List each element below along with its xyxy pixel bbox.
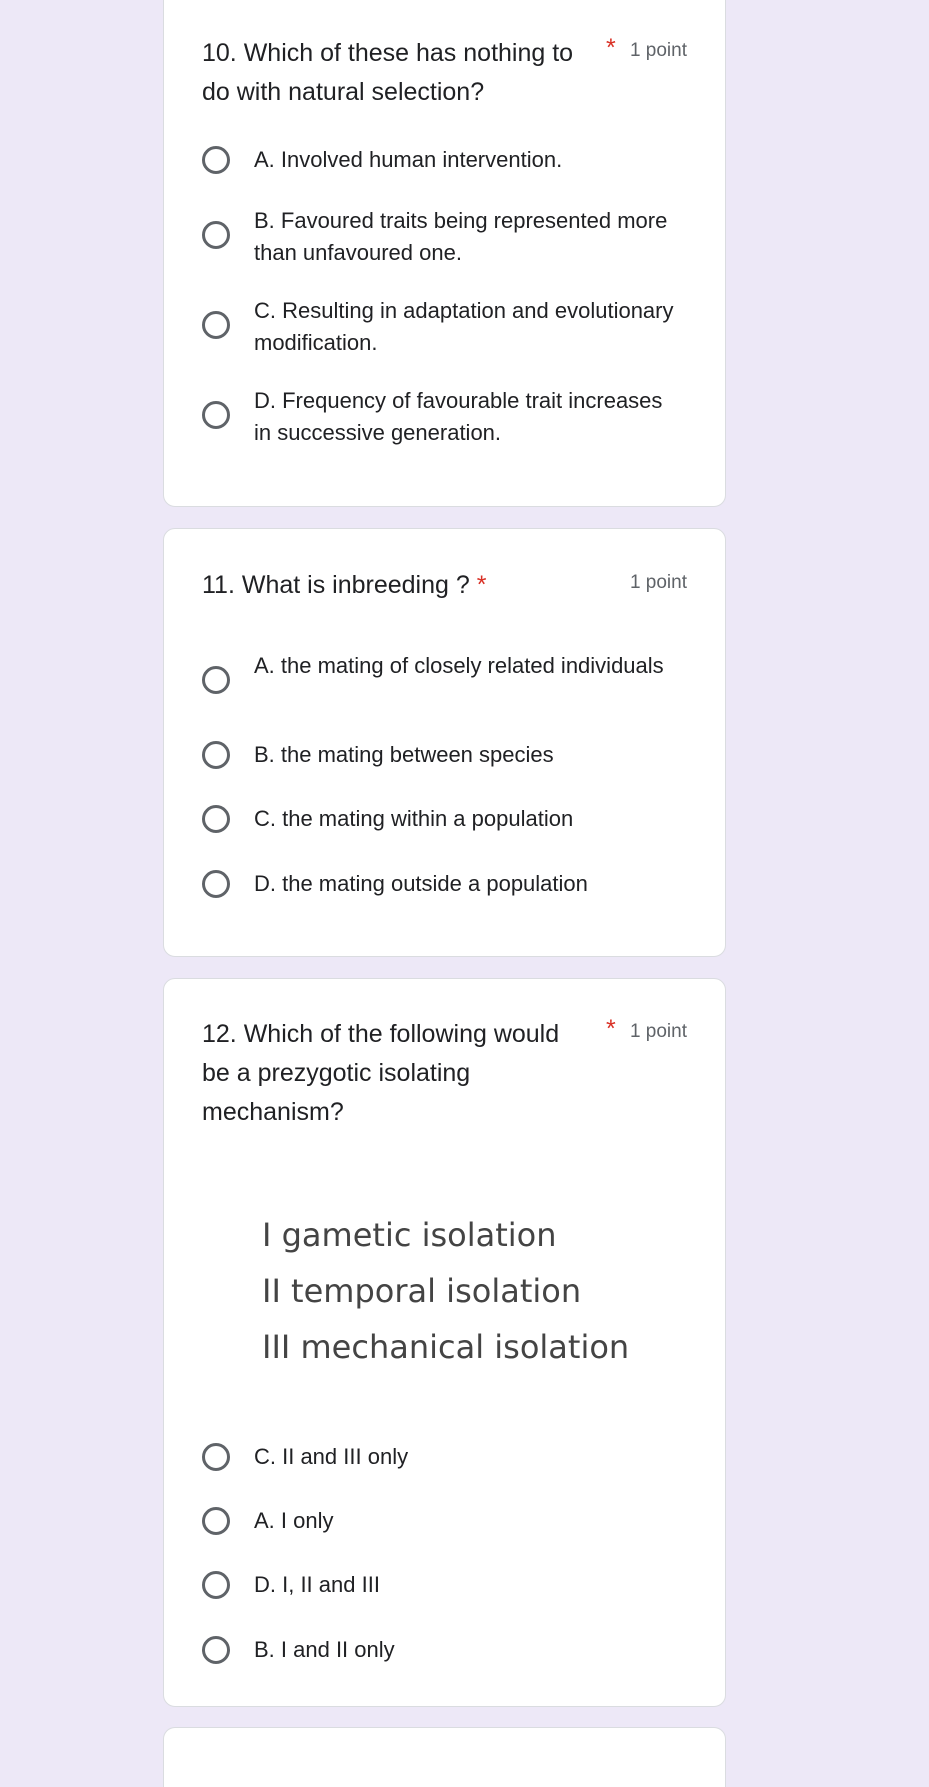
- radio-button[interactable]: [202, 221, 230, 249]
- question-header: [202, 566, 687, 605]
- image-line-1: I gametic isolation: [262, 1216, 557, 1254]
- radio-button[interactable]: [202, 1571, 230, 1599]
- next-question-card: [163, 1727, 726, 1787]
- question-card-10: [163, 0, 726, 507]
- question-header: [202, 34, 687, 112]
- required-asterisk: *: [606, 34, 616, 62]
- radio-button[interactable]: [202, 311, 230, 339]
- question-card-11: [163, 528, 726, 957]
- option-label[interactable]: D. Frequency of favourable trait increases in successive generation.: [254, 388, 663, 445]
- radio-button[interactable]: [202, 401, 230, 429]
- radio-button[interactable]: [202, 666, 230, 694]
- radio-button[interactable]: [202, 870, 230, 898]
- question-points: 1 point: [629, 572, 687, 593]
- radio-button[interactable]: [202, 146, 230, 174]
- required-asterisk: *: [476, 571, 487, 599]
- question-title-text: 11. What is inbreeding ?: [202, 571, 470, 599]
- option-label[interactable]: C. Resulting in adaptation and evolutionary modification.: [254, 298, 674, 355]
- option-label[interactable]: A. Involved human intervention.: [254, 147, 563, 172]
- question-title: 12. Which of the following would be a prezygotic isolating mechanism?: [202, 1020, 560, 1126]
- question-points: 1 point: [629, 40, 687, 61]
- question-points: 1 point: [629, 1021, 687, 1042]
- radio-button[interactable]: [202, 1443, 230, 1471]
- option-label[interactable]: A. I only: [254, 1508, 334, 1533]
- option-label[interactable]: B. I and II only: [254, 1637, 395, 1662]
- radio-button[interactable]: [202, 741, 230, 769]
- question-title: [202, 566, 592, 605]
- radio-button[interactable]: [202, 1636, 230, 1664]
- option-label[interactable]: B. Favoured traits being represented more than unfavoured one.: [254, 208, 668, 265]
- image-line-2: II temporal isolation: [262, 1272, 582, 1310]
- option-label[interactable]: C. II and III only: [254, 1444, 409, 1469]
- radio-button[interactable]: [202, 1507, 230, 1535]
- question-card-12: [163, 978, 726, 1707]
- image-line-3: III mechanical isolation: [262, 1328, 630, 1366]
- radio-button[interactable]: [202, 805, 230, 833]
- option-label[interactable]: C. the mating within a population: [254, 806, 574, 831]
- option-label[interactable]: A. the mating of closely related individuals: [254, 653, 664, 678]
- required-asterisk: *: [606, 1015, 616, 1043]
- question-header: [202, 1015, 687, 1132]
- question-title: 10. Which of these has nothing to do with natural selection?: [202, 39, 574, 106]
- option-label[interactable]: D. the mating outside a population: [254, 871, 588, 896]
- option-label[interactable]: B. the mating between species: [254, 742, 554, 767]
- option-label[interactable]: D. I, II and III: [254, 1572, 380, 1597]
- question-image: [262, 1207, 629, 1375]
